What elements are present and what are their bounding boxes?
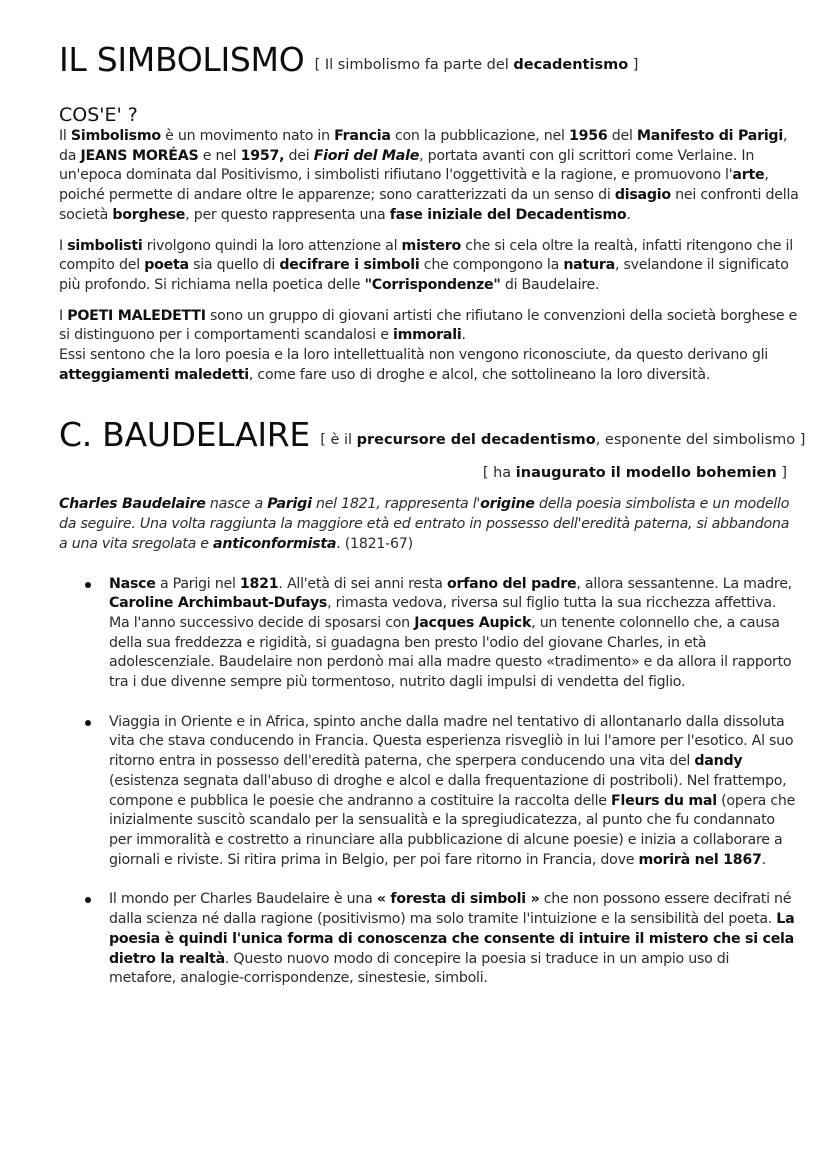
text-run: , per questo rappresenta una: [185, 206, 390, 223]
emphasis-text: borghese: [112, 206, 186, 223]
emphasis-text: natura: [563, 257, 615, 274]
text-run: dei: [284, 147, 314, 164]
text-run: sia quello di: [188, 257, 280, 274]
text-run: nasce a: [205, 496, 268, 513]
text-run: che compongono la: [419, 257, 564, 274]
text-run: , esponente del simbolismo ]: [595, 432, 806, 449]
text-run: nei confronti della società: [59, 187, 799, 223]
emphasis-text: mistero: [401, 237, 462, 254]
text-run: .: [626, 206, 631, 223]
emphasis-text: precursore del decadentismo: [356, 432, 596, 449]
emphasis-text: orfano del padre: [447, 575, 577, 592]
emphasis-text: 1821: [239, 575, 279, 592]
text-run: .: [461, 327, 466, 344]
text-run: , rimasta vedova, riversa sul figlio tutta la sua ricchezza affettiva. Ma l'anno successivo decide di sposarsi con: [109, 595, 777, 631]
title-note-bohemien: [59, 463, 799, 483]
emphasis-text: Fleurs du mal: [611, 792, 717, 809]
section-title-baudelaire: [59, 415, 806, 460]
emphasis-text: decifrare i simboli: [279, 257, 420, 274]
bullet-icon: [85, 582, 91, 588]
text-run: (opera che inizialmente suscitò scandalo per la sensualità e la spregiudicatezza, al punto che fu condannato per immoralità e costretto a rinunciare alla pubblicazione di alcune poesie) e inizia a collaborare a giornali e riviste. Si ritira prima in Belgio, per poi fare ritorno in Francia, dove: [109, 792, 796, 868]
subtitle-cose: COS'E' ?: [59, 104, 138, 126]
emphasis-text: arte: [732, 167, 765, 184]
text-run: Essi sentono che la loro poesia e la loro intellettualità non vengono riconosciute, da questo derivano gli: [59, 347, 768, 364]
bullet-text: [109, 576, 792, 691]
text-run: , svelandone il significato più profondo. Si richiama nella poetica delle: [59, 257, 789, 293]
paragraph-poeti-maledetti: [59, 307, 799, 346]
emphasis-text: origine: [480, 496, 535, 513]
text-run: sono un gruppo di giovani artisti che rifiutano le convenzioni della società borghese e si distinguono per i comportamenti scandalosi e: [59, 307, 798, 344]
bullet-item-viaggi: [59, 713, 799, 871]
emphasis-text: Nasce: [109, 575, 156, 592]
emphasis-text: disagio: [614, 187, 671, 204]
bullet-text: [109, 891, 794, 986]
text-run: . All'età di sei anni resta: [278, 575, 447, 592]
text-run: [ ha: [482, 465, 516, 482]
emphasis-text: 1956: [568, 128, 608, 144]
emphasis-text: simbolisti: [67, 237, 143, 254]
biography-bullet-list: [59, 575, 799, 989]
text-run: e nel: [198, 147, 241, 164]
text-run: (esistenza segnata dall'abuso di droghe e alcol e dalla frequentazione di postriboli). Nel frattempo, compone e pubblica le poesie che andranno a costituire la raccolta delle: [109, 772, 787, 809]
section-title-simbolismo: [59, 40, 799, 85]
text-run: Il: [59, 128, 71, 144]
text-run: della poesia simbolista e un modello da seguire. Una volta raggiunta la maggiore età ed entrato in possesso dell'eredità paterna, si abbandona a una vita sregolata e: [59, 496, 790, 552]
paragraph-definition: [59, 127, 799, 226]
emphasis-text: immorali: [392, 327, 462, 344]
emphasis-text: Fiori del Male: [313, 147, 420, 164]
text-run: I: [59, 237, 68, 254]
emphasis-text: Manifesto di Parigi: [636, 128, 783, 144]
emphasis-text: atteggiamenti maledetti: [59, 366, 249, 383]
bullet-text: [109, 714, 795, 868]
note-bold: decadentismo: [513, 57, 629, 73]
emphasis-text: anticonformista: [213, 535, 337, 552]
text-run: Il mondo per Charles Baudelaire è una: [109, 891, 377, 908]
bullet-icon: [85, 720, 91, 726]
text-run: [ è il: [320, 432, 357, 449]
text-run: ]: [776, 465, 787, 482]
emphasis-text: Simbolismo: [70, 128, 161, 144]
text-run: con la pubblicazione, nel: [390, 128, 569, 144]
text-run: , allora sessantenne. La madre,: [576, 575, 792, 592]
text-run: . (1821-67): [336, 535, 413, 552]
text-run: di Baudelaire.: [500, 276, 600, 293]
text-run: .: [761, 851, 766, 868]
text-run: I: [59, 307, 68, 324]
text-run: , portata avanti con gli scrittori come Verlaine. In un'epoca dominata dal Positivismo, i simbolisti rifiutano l'oggettività e la ragione, e promuovono l': [59, 147, 755, 184]
emphasis-text: inaugurato il modello bohemien: [515, 465, 777, 482]
paragraph-simbolisti: [59, 237, 799, 296]
text-run: nel 1821, rappresenta l': [311, 496, 481, 513]
emphasis-text: poeta: [144, 257, 189, 274]
emphasis-text: Parigi: [267, 496, 312, 513]
title-text: C. BAUDELAIRE: [59, 415, 310, 455]
paragraph-intro-baudelaire: [59, 495, 799, 554]
text-run: che non possono essere decifrati né dalla scienza né dalla ragione (positivismo) ma solo tramite l'intuizione e la sensibilità del poeta.: [109, 891, 792, 928]
emphasis-text: La poesia è quindi l'unica forma di conoscenza che consente di intuire il mistero che si cela dietro la realtà: [109, 911, 795, 967]
text-run: , da: [59, 128, 788, 164]
text-run: , poiché permette di andare oltre le apparenze; sono caratterizzati da un senso di: [59, 167, 769, 204]
note-close: ]: [628, 57, 639, 73]
bullet-icon: [85, 897, 91, 903]
title-note: [315, 57, 639, 73]
emphasis-text: Jacques Aupick: [414, 614, 532, 631]
emphasis-text: Charles Baudelaire: [59, 496, 206, 513]
text-run: a Parigi nel: [155, 575, 240, 592]
emphasis-text: JEANS MORÉAS: [80, 147, 199, 164]
bullet-item-foresta-simboli: [59, 890, 799, 989]
emphasis-text: « foresta di simboli »: [376, 891, 540, 908]
text-run: , come fare uso di droghe e alcol, che sottolineano la loro diversità.: [248, 366, 711, 383]
note-open: [ Il simbolismo fa parte del: [314, 57, 514, 73]
emphasis-text: POETI MALEDETTI: [67, 307, 206, 324]
emphasis-text: "Corrispondenze": [364, 276, 501, 293]
text-run: del: [607, 128, 637, 144]
document-page: [59, 40, 806, 989]
text-run: . Questo nuovo modo di concepire la poesia si traduce in un ampio uso di metafore, analogie-corrispondenze, sinestesie, simboli.: [109, 950, 730, 987]
title-text: IL SIMBOLISMO: [59, 40, 305, 79]
bullet-item-nascita: [59, 575, 799, 693]
emphasis-text: dandy: [694, 753, 743, 770]
title-note-precursore: [320, 432, 805, 448]
emphasis-text: 1957,: [240, 147, 285, 164]
emphasis-text: Francia: [334, 128, 391, 144]
text-run: Viaggia in Oriente e in Africa, spinto anche dalla madre nel tentativo di allontanarlo dalla dissoluta vita che stava conducendo in Francia. Questa esperienza risvegliò in lui l'amore per l'esotico. Al suo ritorno entra in possesso dell'eredità paterna, che sperpera conducendo una vita del: [109, 713, 794, 770]
text-run: , un tenente colonnello che, a causa della sua freddezza e rigidità, si guadagna ben presto l'odio del giovane Charles, in età adolescenziale. Baudelaire non perdonò mai alla madre questo «tradimento» e da allora il rapporto tra i due divenne sempre più tormentoso, nutrito dagli impulsi di vendetta del figlio.: [109, 614, 792, 691]
paragraph-atteggiamenti: [59, 346, 799, 385]
emphasis-text: morirà nel 1867: [638, 851, 762, 868]
text-run: che si cela oltre la realtà, infatti ritengono che il compito del: [59, 237, 793, 274]
text-run: è un movimento nato in: [160, 128, 335, 144]
text-run: rivolgono quindi la loro attenzione al: [142, 237, 402, 254]
emphasis-text: fase iniziale del Decadentismo: [389, 206, 627, 223]
emphasis-text: Caroline Archimbaut-Dufays: [109, 595, 328, 612]
